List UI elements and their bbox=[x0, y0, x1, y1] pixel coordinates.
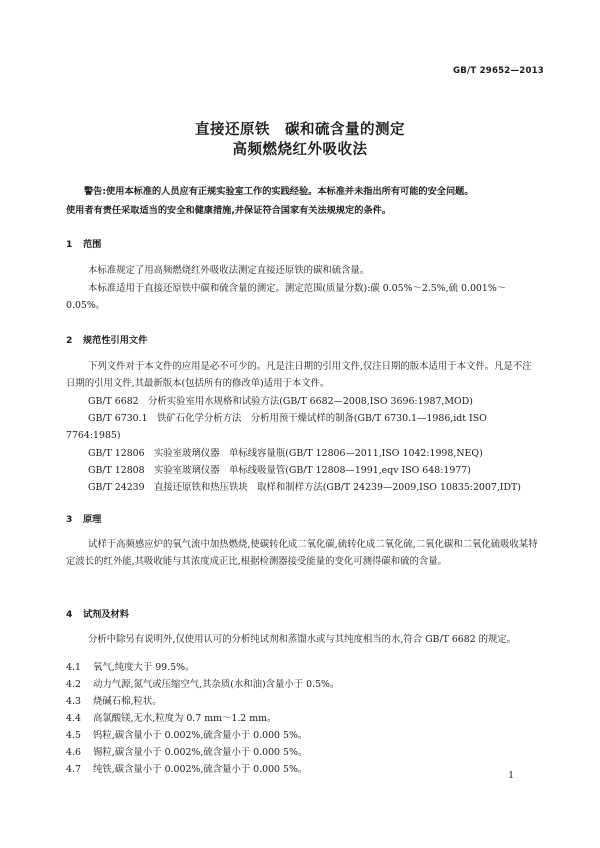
reagent-text: 烧碱石棉,粒状。 bbox=[93, 696, 162, 707]
reagent-item bbox=[66, 761, 540, 778]
section-number: 3 bbox=[66, 514, 73, 525]
reagent-text: 纯铁,碳含量小于 0.002%,硫含量小于 0.000 5%。 bbox=[93, 764, 308, 775]
reagent-item bbox=[66, 693, 540, 710]
reagent-item bbox=[66, 710, 540, 727]
document-title-line1: 直接还原铁 碳和硫含量的测定 bbox=[195, 122, 405, 138]
section-number: 2 bbox=[66, 335, 73, 346]
section-title: 规范性引用文件 bbox=[83, 335, 148, 346]
reagent-number: 4.5 bbox=[66, 730, 81, 741]
reagent-number: 4.3 bbox=[66, 696, 81, 707]
reagent-text: 锡粒,碳含量小于 0.002%,硫含量小于 0.000 5%。 bbox=[93, 747, 308, 758]
reagent-text: 钨粒,碳含量小于 0.002%,硫含量小于 0.000 5%。 bbox=[93, 730, 308, 741]
scope-paragraph-2: 本标准适用于直接还原铁中碳和硫含量的测定。测定范围(质量分数):碳 0.05%～2.5%,硫 0.001%～0.05%。 bbox=[66, 283, 507, 312]
reference-gbt-12806: GB/T 12806 实验室玻璃仪器 单标线容量瓶(GB/T 12806—2011,ISO 1042:1998,NEQ) bbox=[88, 448, 483, 459]
warning-block bbox=[66, 182, 540, 220]
section-heading-reagents bbox=[66, 606, 129, 620]
reagent-item bbox=[66, 659, 540, 676]
section-title: 范围 bbox=[83, 239, 102, 250]
reagent-text: 动力气源,氮气或压缩空气,其杂质(水和油)含量小于 0.5%。 bbox=[93, 679, 340, 690]
principle-paragraph: 试样于高频感应炉的氧气流中加热燃烧,使碳转化成二氧化碳,硫转化成二氧化硫,二氧化碳和二氧化硫吸收某特定波长的红外能,其吸收能与其浓度成正比,根据检测器接受能量的变化可测得碳和硫的含量。 bbox=[66, 539, 538, 568]
reference-gbt-24239: GB/T 24239 直接还原铁和热压铁块 取样和制样方法(GB/T 24239—2009,ISO 10835:2007,IDT) bbox=[88, 482, 521, 493]
normative-intro: 下列文件对于本文件的应用是必不可少的。凡是注日期的引用文件,仅注日期的版本适用于本文件。凡是不注日期的引用文件,其最新版本(包括所有的修改单)适用于本文件。 bbox=[66, 361, 532, 390]
warning-line1: 警告:使用本标准的人员应有正规实验室工作的实践经验。本标准并未指出所有可能的安全问题。 bbox=[84, 186, 474, 197]
page-number: 1 bbox=[508, 771, 514, 781]
reference-gbt-6682: GB/T 6682 分析实验室用水规格和试验方法(GB/T 6682—2008,ISO 3696:1987,MOD) bbox=[88, 396, 473, 407]
reagent-item bbox=[66, 676, 540, 693]
section-number: 4 bbox=[66, 609, 73, 620]
reagent-item bbox=[66, 727, 540, 744]
reagent-text: 高氯酸镁,无水,粒度为 0.7 mm～1.2 mm。 bbox=[93, 713, 277, 724]
reagent-item bbox=[66, 744, 540, 761]
reagent-number: 4.4 bbox=[66, 713, 81, 724]
document-title-line2: 高频燃烧红外吸收法 bbox=[232, 142, 368, 158]
reference-gbt-12808: GB/T 12808 实验室玻璃仪器 单标线吸量管(GB/T 12808—1991,eqv ISO 648:1977) bbox=[88, 465, 471, 476]
reagent-number: 4.6 bbox=[66, 747, 81, 758]
scope-paragraph-1: 本标准规定了用高频燃烧红外吸收法测定直接还原铁的碳和硫含量。 bbox=[88, 265, 370, 276]
reagent-text: 氧气,纯度大于 99.5%。 bbox=[93, 662, 195, 673]
section-number: 1 bbox=[66, 239, 73, 250]
section-heading-normative-references bbox=[66, 332, 147, 346]
section-heading-scope bbox=[66, 236, 101, 250]
warning-line2: 使用者有责任采取适当的安全和健康措施,并保证符合国家有关法规规定的条件。 bbox=[66, 205, 392, 216]
section-title: 试剂及材料 bbox=[83, 609, 129, 620]
reference-gbt-6730-1: GB/T 6730.1 铁矿石化学分析方法 分析用预干燥试样的制备(GB/T 6730.1—1986,idt ISO 7764:1985) bbox=[66, 413, 487, 441]
reagents-intro: 分析中除另有说明外,仅使用认可的分析纯试剂和蒸馏水或与其纯度相当的水,符合 GB/T 6682 的规定。 bbox=[88, 634, 517, 645]
reagent-number: 4.1 bbox=[66, 662, 81, 673]
section-title: 原理 bbox=[83, 514, 102, 525]
standard-code: GB/T 29652—2013 bbox=[452, 66, 544, 76]
reagent-number: 4.2 bbox=[66, 679, 81, 690]
section-heading-principle bbox=[66, 511, 101, 525]
reagent-number: 4.7 bbox=[66, 764, 81, 775]
